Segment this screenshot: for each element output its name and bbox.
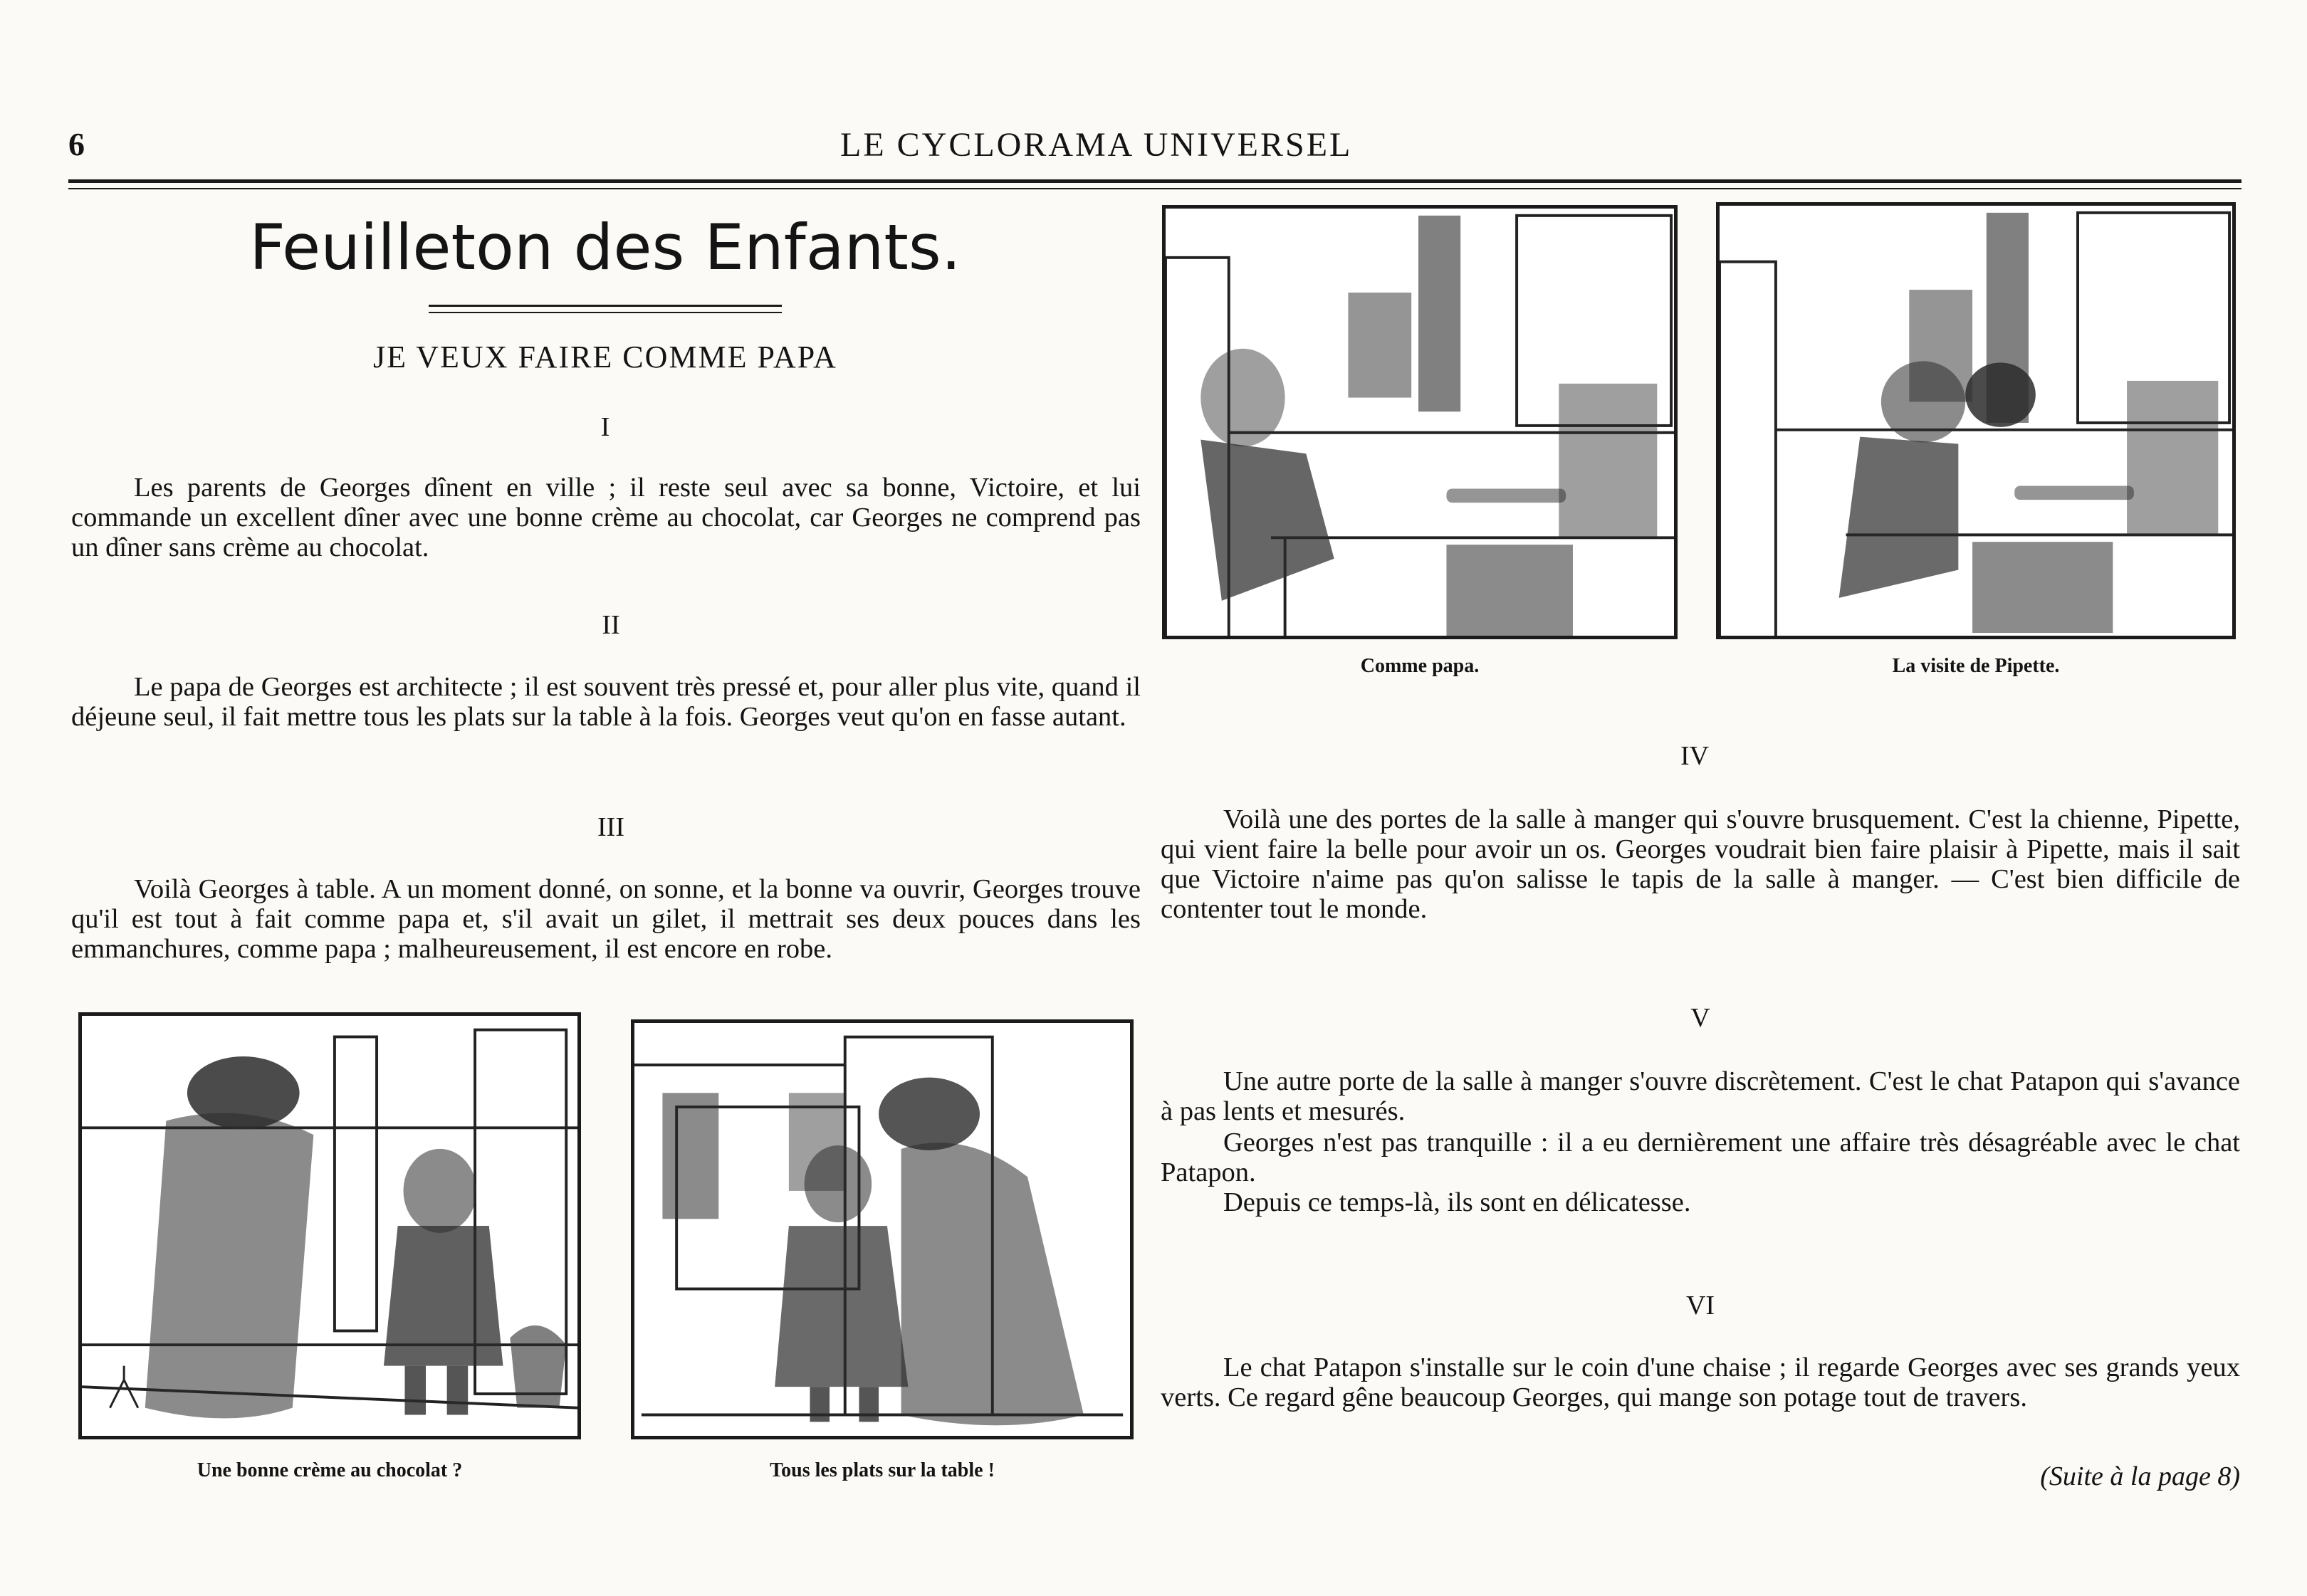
title-divider: [429, 305, 782, 307]
section-numeral-iv: IV: [1680, 741, 1710, 771]
section-text-v-2: Georges n'est pas tranquille : il a eu dernièrement une affaire très désagréable avec le chat Patapon.: [1161, 1128, 2240, 1187]
caption-like-papa: Comme papa.: [1360, 655, 1480, 677]
header-rule-thin: [68, 188, 2241, 189]
section-numeral-vi: VI: [1685, 1291, 1715, 1321]
section-numeral-v: V: [1690, 1003, 1710, 1033]
section-text-ii: Le papa de Georges est architecte ; il est souvent très pressé et, pour aller plus vite, quand il déjeune seul, il fait mettre tous les plats sur la table à la fois. Georges veut qu'on en fasse autant.: [71, 672, 1141, 732]
illustration-like-papa: [1162, 205, 1678, 639]
caption-all-dishes: Tous les plats sur la table !: [770, 1459, 995, 1481]
feuilleton-title: Feuilleton des Enfants.: [249, 211, 961, 284]
illustration-chocolate-cream: [78, 1012, 581, 1439]
caption-chocolate-cream: Une bonne crème au chocolat ?: [197, 1459, 463, 1481]
section-text-iii: Voilà Georges à table. A un moment donné, on sonne, et la bonne va ouvrir, Georges trouve qu'il est tout à fait comme papa et, s'il avait un gilet, il mettrait ses deux pouces dans les emmanchures, comme papa ; malheureusement, il est encore en robe.: [71, 874, 1141, 964]
caption-pipette-visit: La visite de Pipette.: [1892, 655, 2060, 677]
continuation-note: (Suite à la page 8): [2040, 1461, 2240, 1491]
illustration-all-dishes: [631, 1019, 1134, 1439]
section-text-i: Les parents de Georges dînent en ville ; il reste seul avec sa bonne, Victoire, et lui commande un excellent dîner avec une bonne crème au chocolat, car Georges ne comprend pas un dîner sans crème au chocolat.: [71, 473, 1141, 562]
section-text-v-3: Depuis ce temps-là, ils sont en délicatesse.: [1223, 1187, 1691, 1217]
section-text-vi: Le chat Patapon s'installe sur le coin d'une chaise ; il regarde Georges avec ses grands yeux verts. Ce regard gêne beaucoup Georges, qui mange son potage tout de travers.: [1161, 1353, 2240, 1412]
section-text-v-1: Une autre porte de la salle à manger s'ouvre discrètement. C'est le chat Patapon qui s'avance à pas lents et mesurés.: [1161, 1066, 2240, 1126]
masthead-title: LE CYCLORAMA UNIVERSEL: [840, 126, 1353, 164]
section-numeral-ii: II: [602, 610, 620, 640]
title-divider-thin: [429, 312, 782, 313]
section-numeral-iii: III: [597, 812, 624, 842]
story-title: JE VEUX FAIRE COMME PAPA: [373, 340, 837, 374]
section-numeral-i: I: [600, 412, 610, 442]
illustration-pipette-visit: [1716, 202, 2236, 639]
page-number: 6: [68, 126, 85, 162]
header-rule: [68, 179, 2241, 183]
section-text-iv: Voilà une des portes de la salle à manger qui s'ouvre brusquement. C'est la chienne, Pipette, qui vient faire la belle pour avoir un os. Georges voudrait bien faire plaisir à Pipette, mais il sait que Victoire n'aime pas qu'on salisse le tapis de la salle à manger. — C'est bien difficile de contenter tout le monde.: [1161, 804, 2240, 924]
